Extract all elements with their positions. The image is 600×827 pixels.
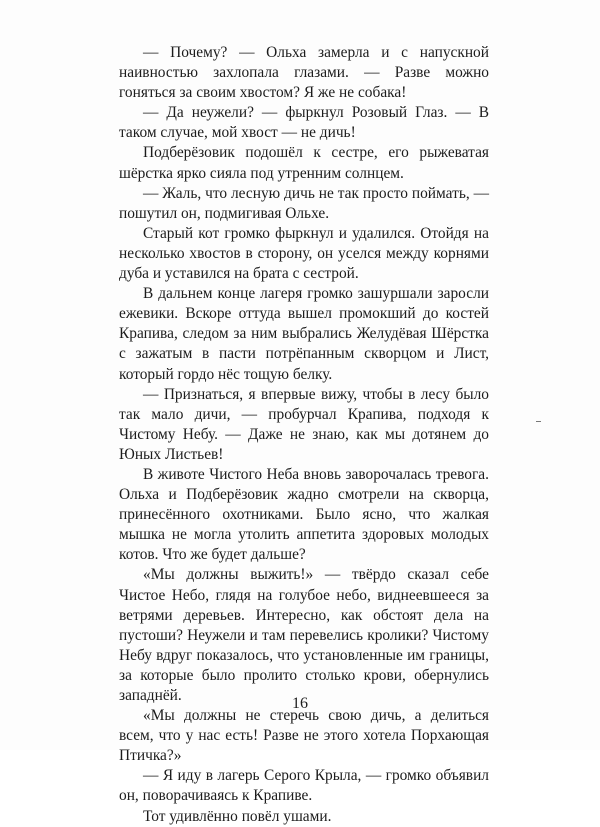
paragraph: «Мы должны выжить!» — твёрдо сказал себе Чистое Небо, глядя на голубое небо, виднеевшееся за ветрями деревьев. Интересно, как обстоят дела на пустоши? Неужели и там перевелись кролики? Чистому Небу вдруг показалось, что установленные им границы, за которые было пролито столько крови, обернулись западнёй.	[119, 566, 489, 704]
paragraph: — Почему? — Ольха замерла и с напускной наивностью захлопала глазами. — Разве можно гоняться за своим хвостом? Я же не собака!	[119, 44, 489, 102]
paragraph: Старый кот громко фыркнул и удалился. Отойдя на несколько хвостов в сторону, он уселся между корнями дуба и уставился на брата с сестрой.	[119, 224, 489, 283]
paragraph: «Мы должны не стеречь свою дичь, а делиться всем, что у нас есть! Разве не этого хотела Порхающая Птичка?»	[119, 707, 489, 765]
paragraph: — Жаль, что лесную дичь не так просто поймать, — пошутил он, подмигивая Ольхе.	[119, 184, 489, 222]
paragraph: — Признаться, я впервые вижу, чтобы в лесу было так мало дичи, — пробурчал Крапива, подходя к Чистому Небу. — Даже не знаю, как мы дотянем до Юных Листьев!	[119, 385, 489, 463]
paragraph: — Я иду в лагерь Серого Крыла, — громко объявил он, поворачиваясь к Крапиве.	[119, 767, 489, 805]
paragraph: В животе Чистого Неба вновь заворочалась тревога. Ольха и Подберёзовик жадно смотрели на скворца, принесённого охотниками. Было ясно, что жалкая мышка не могла утолить аппетита здоровых молодых котов. Что же будет дальше?	[119, 465, 489, 564]
paragraph: В дальнем конце лагеря громко зашуршали заросли ежевики. Вскоре оттуда вышел промокший до костей Крапива, следом за ним выбрались Желудёвая Шёрстка с зажатым в пасти потрёпанным скворцом и Лист, который гордо нёс тощую белку.	[119, 285, 489, 383]
margin-mark	[536, 421, 541, 422]
paragraph: — Да неужели? — фыркнул Розовый Глаз. — В таком случае, мой хвост — не дичь!	[119, 104, 489, 142]
page-number: 16	[292, 695, 308, 712]
paragraph: Подберёзовик подошёл к сестре, его рыжеватая шёрстка ярко сияла под утренним солнцем.	[119, 144, 489, 182]
paragraph: Тот удивлённо повёл ушами.	[143, 807, 332, 825]
